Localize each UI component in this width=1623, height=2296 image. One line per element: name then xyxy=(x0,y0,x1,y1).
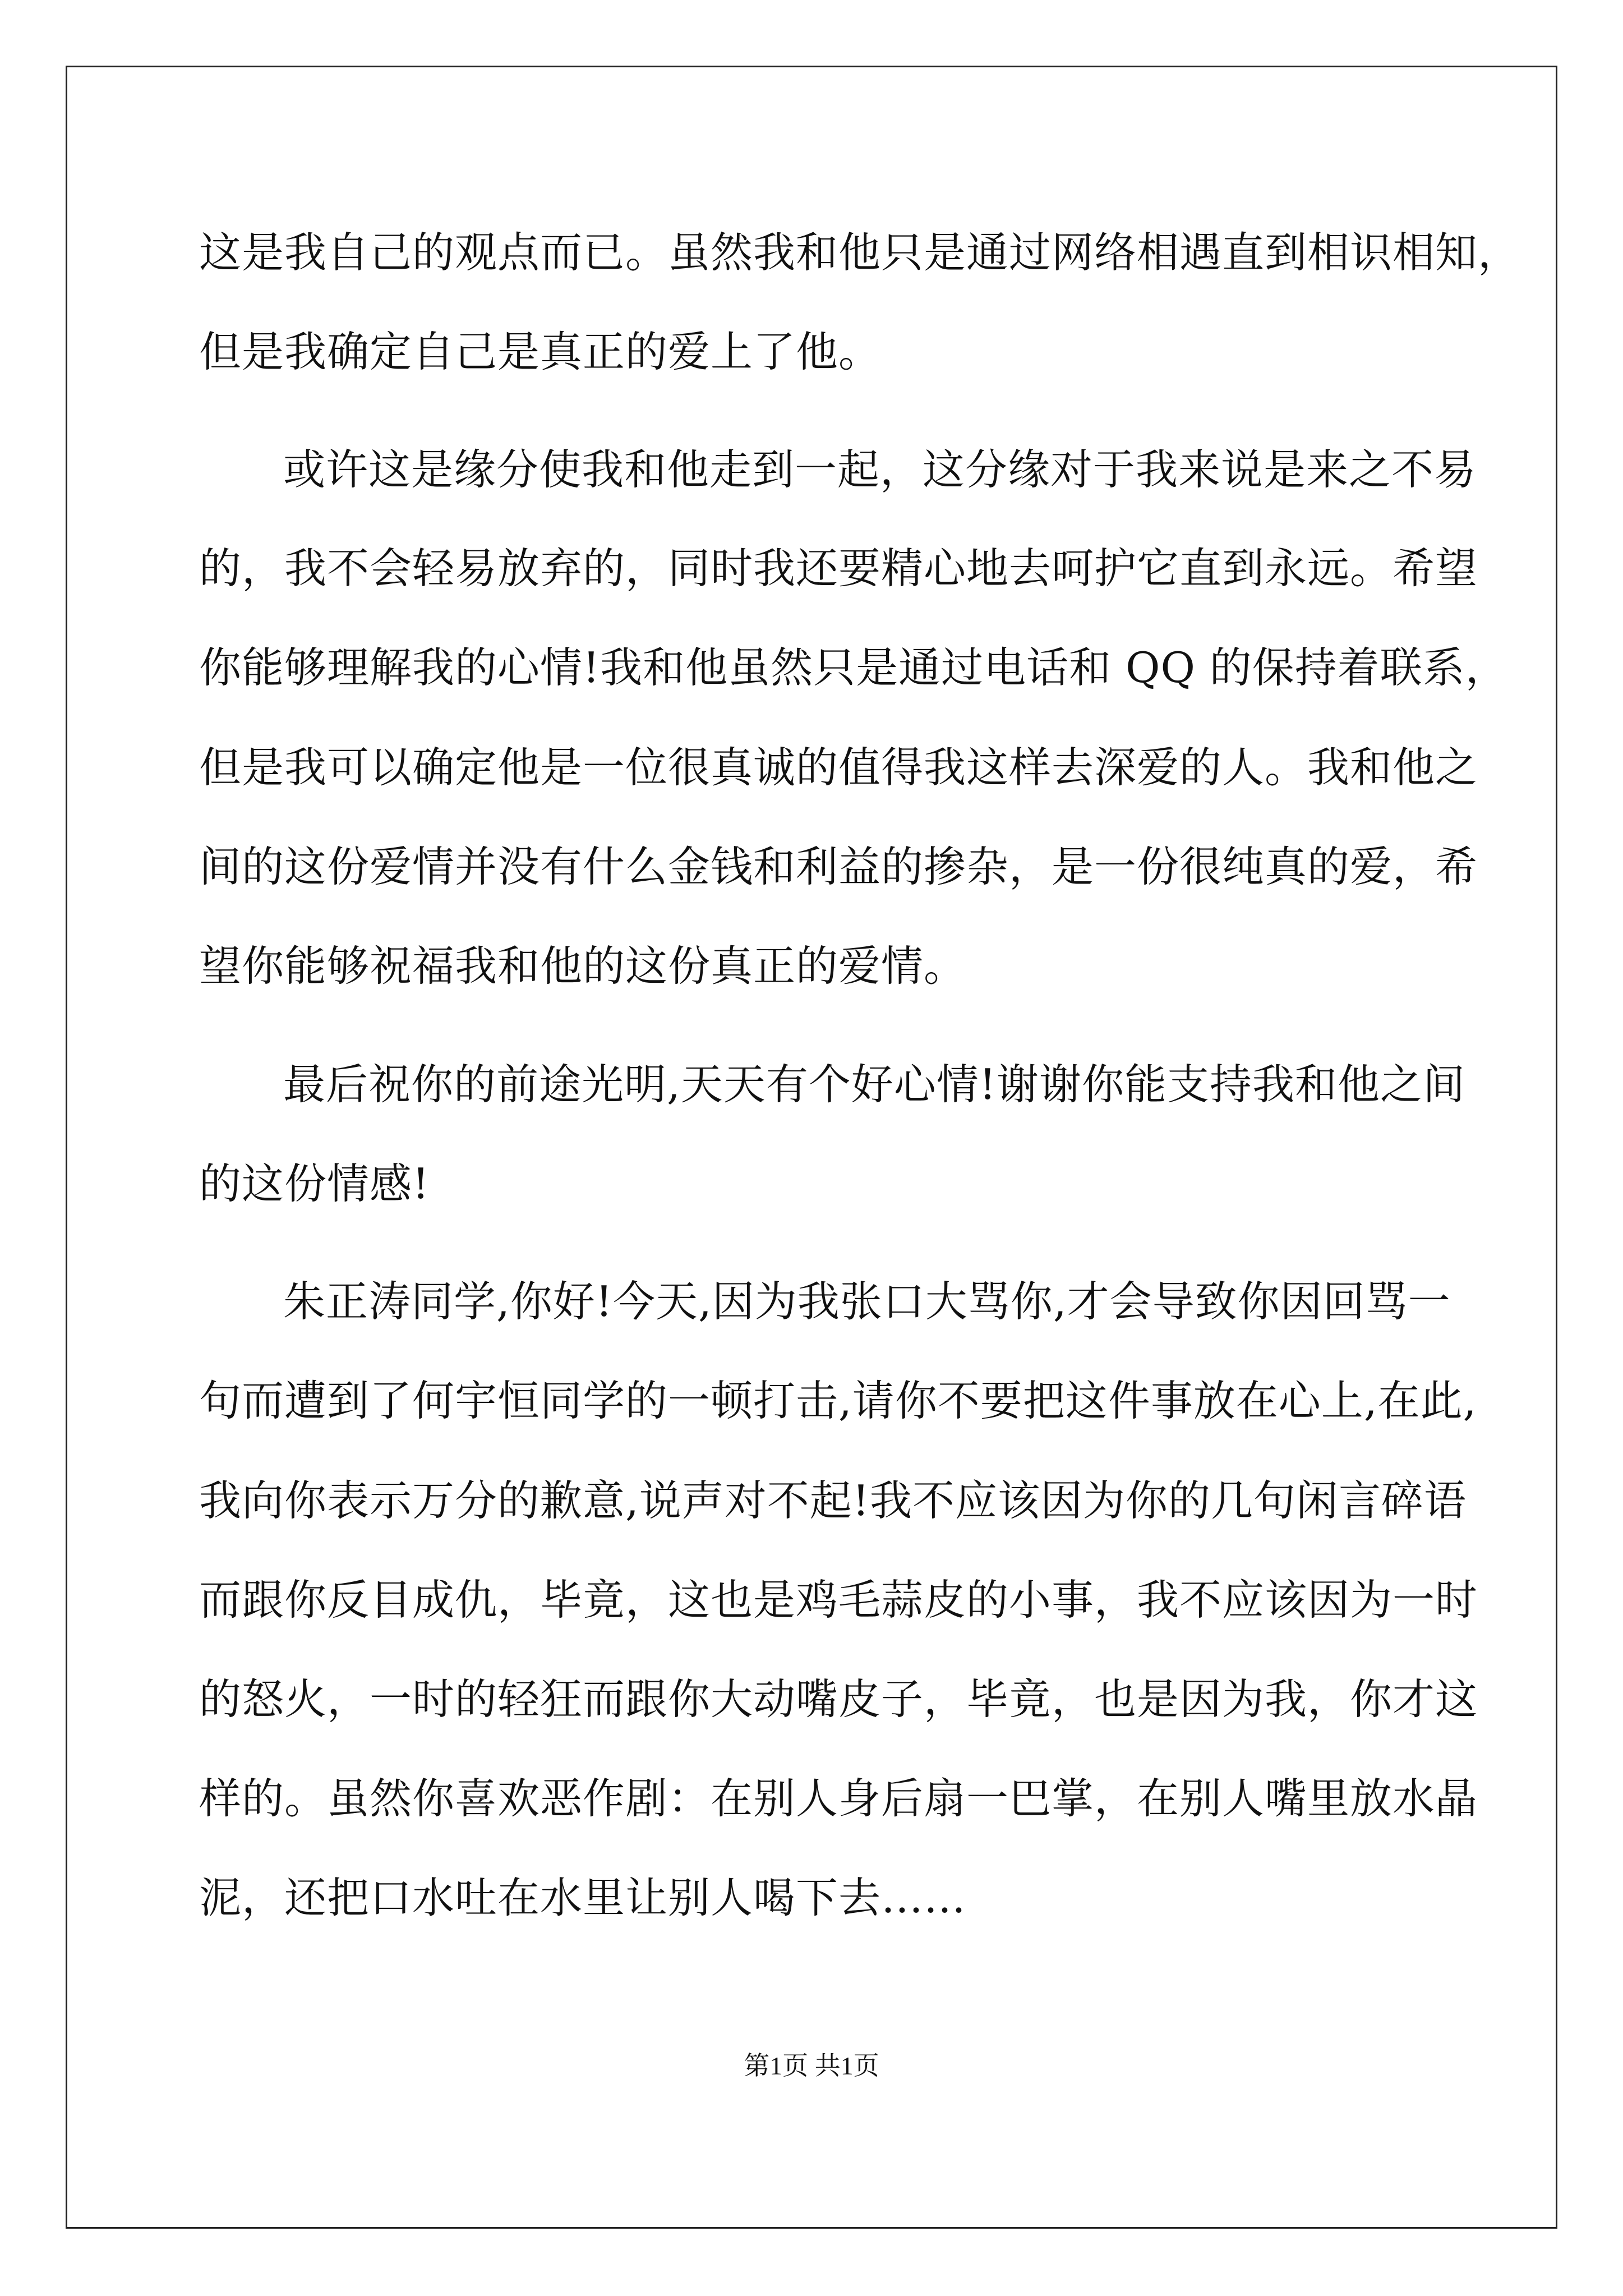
paragraph-4-line-5: 的怒火，一时的轻狂而跟你大动嘴皮子，毕竟，也是因为我，你才这 xyxy=(199,1674,1478,1724)
paragraph-4-line-1: 朱正涛同学,你好!今天,因为我张口大骂你,才会导致你因回骂一 xyxy=(283,1277,1451,1326)
paragraph-3-line-1: 最后祝你的前途光明,天天有个好心情!谢谢你能支持我和他之间 xyxy=(283,1060,1465,1109)
paragraph-3-line-2: 的这份情感! xyxy=(199,1159,430,1208)
paragraph-1-line-2: 但是我确定自己是真正的爱上了他。 xyxy=(199,327,882,376)
paragraph-2-line-5: 间的这份爱情并没有什么金钱和利益的掺杂，是一份很纯真的爱，希 xyxy=(199,842,1478,891)
paragraph-4-line-3: 我向你表示万分的歉意,说声对不起!我不应该因为你的几句闲言碎语 xyxy=(199,1476,1467,1525)
page-number-footer: 第1页 共1页 xyxy=(744,2051,879,2080)
paragraph-2-line-4: 但是我可以确定他是一位很真诚的值得我这样去深爱的人。我和他之 xyxy=(199,743,1478,792)
paragraph-4-line-2: 句而遭到了何宇恒同学的一顿打击,请你不要把这件事放在心上,在此, xyxy=(199,1376,1477,1425)
paragraph-4-line-7: 泥，还把口水吐在水里让别人喝下去…… xyxy=(199,1873,967,1922)
paragraph-4-line-6: 样的。虽然你喜欢恶作剧：在别人身后扇一巴掌，在别人嘴里放水晶 xyxy=(199,1774,1478,1823)
paragraph-2-line-6: 望你能够祝福我和他的这份真正的爱情。 xyxy=(199,941,967,991)
paragraph-2-line-2: 的，我不会轻易放弃的，同时我还要精心地去呵护它直到永远。希望 xyxy=(199,544,1478,593)
paragraph-4-line-4: 而跟你反目成仇，毕竟，这也是鸡毛蒜皮的小事，我不应该因为一时 xyxy=(199,1575,1478,1625)
paragraph-1-line-1: 这是我自己的观点而已。虽然我和他只是通过网络相遇直到相识相知， xyxy=(199,228,1521,277)
paragraph-2-line-1: 或许这是缘分使我和他走到一起，这分缘对于我来说是来之不易 xyxy=(283,445,1477,494)
paragraph-2-line-3: 你能够理解我的心情!我和他虽然只是通过电话和 QQ 的保持着联系， xyxy=(199,643,1508,692)
